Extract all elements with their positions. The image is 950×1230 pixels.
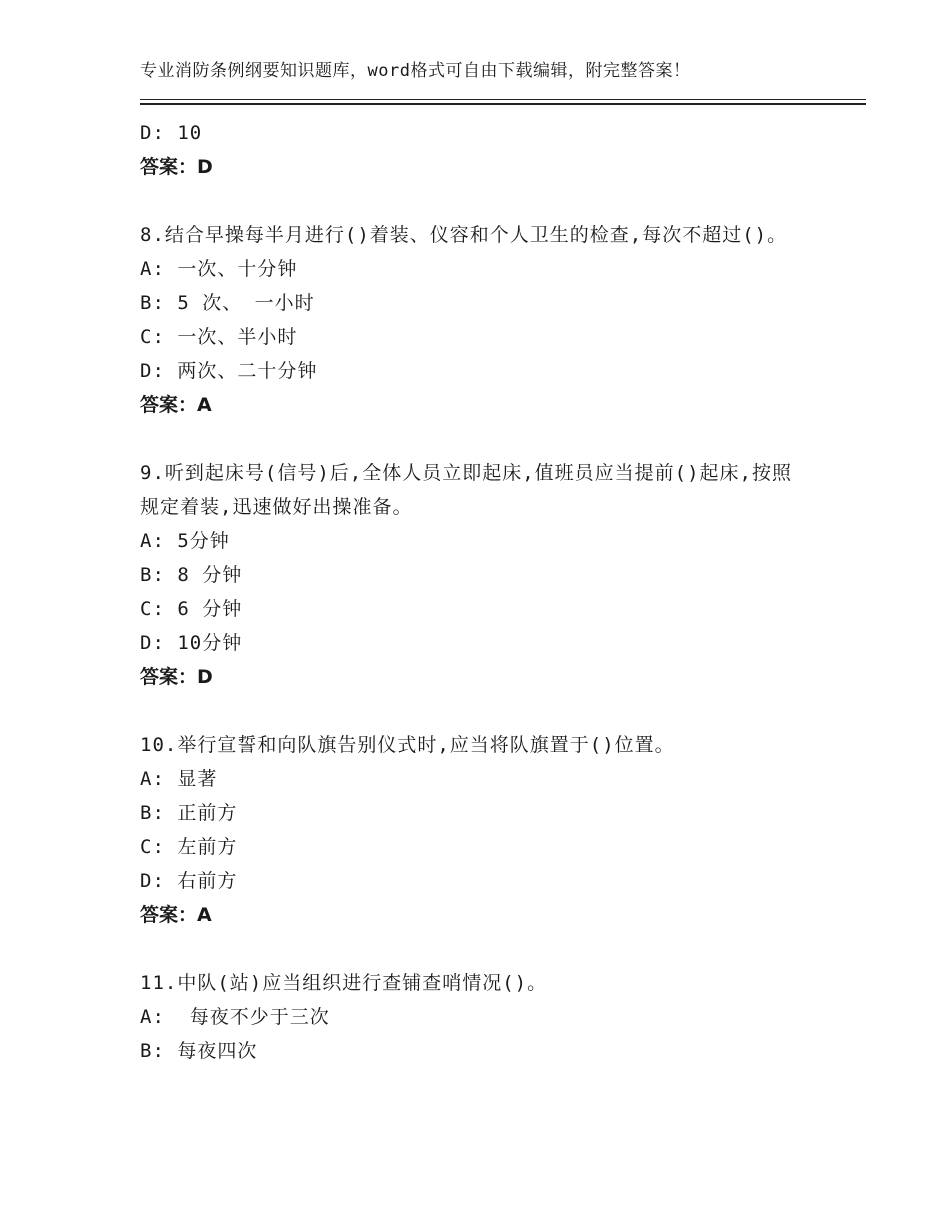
option-d: D: 两次、二十分钟: [140, 360, 318, 382]
option-b: B: 8 分钟: [140, 564, 243, 586]
option-b: B: 正前方: [140, 802, 238, 824]
header-rule-thin: [140, 99, 866, 100]
spacer: [140, 932, 866, 966]
option-d: D: 10: [140, 122, 203, 144]
answer-line: 答案：D: [140, 156, 213, 178]
page-header: 专业消防条例纲要知识题库，word格式可自由下载编辑，附完整答案！: [140, 61, 691, 81]
option-a: A: 显著: [140, 768, 218, 790]
option-c: C: 6 分钟: [140, 598, 243, 620]
option-d: D: 右前方: [140, 870, 238, 892]
question-stem: 9.听到起床号(信号)后,全体人员立即起床,值班员应当提前()起床,按照规定着装,迅速做好出操准备。: [140, 462, 792, 518]
spacer: [140, 184, 866, 218]
option-c: C: 左前方: [140, 836, 238, 858]
option-b: B: 每夜四次: [140, 1040, 258, 1062]
option-d: D: 10分钟: [140, 632, 243, 654]
answer-line: 答案：D: [140, 666, 213, 688]
option-a: A: 一次、十分钟: [140, 258, 298, 280]
option-a: A: 每夜不少于三次: [140, 1006, 330, 1028]
answer-line: 答案：A: [140, 904, 212, 926]
answer-line: 答案：A: [140, 394, 212, 416]
question-stem: 8.结合早操每半月进行()着装、仪容和个人卫生的检查,每次不超过()。: [140, 224, 788, 246]
option-c: C: 一次、半小时: [140, 326, 298, 348]
question-stem: 11.中队(站)应当组织进行查铺查哨情况()。: [140, 972, 548, 994]
header-rule-thick: [140, 103, 866, 105]
question-stem: 10.举行宣誓和向队旗告别仪式时,应当将队旗置于()位置。: [140, 734, 675, 756]
spacer: [140, 694, 866, 728]
question-content: [140, 116, 866, 1068]
spacer: [140, 422, 866, 456]
option-a: A: 5分钟: [140, 530, 230, 552]
option-b: B: 5 次、 一小时: [140, 292, 315, 314]
